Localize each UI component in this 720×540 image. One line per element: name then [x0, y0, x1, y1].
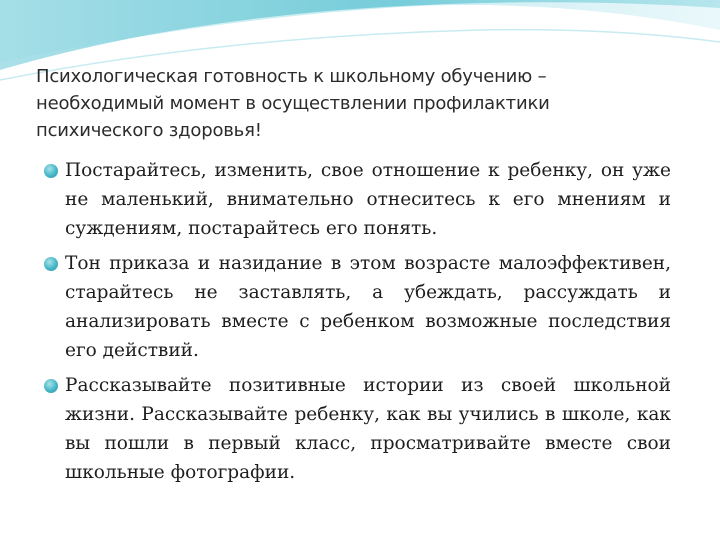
bullet-item — [44, 156, 671, 243]
bullet-dot-icon — [44, 164, 58, 178]
bullet-text: Рассказывайте позитивные истории из своей школьной жизни. Рассказывайте ребенку, как вы учились в школе, как вы пошли в первый класс, просматривайте вместе свои школьные фотографии. — [65, 375, 671, 483]
slide-title: Психологическая готовность к школьному обучению – необходимый момент в осуществлении профилактики психического здоровья! — [36, 66, 550, 141]
bullet-dot-icon — [44, 257, 58, 271]
bullet-text: Тон приказа и назидание в этом возрасте малоэффективен, старайтесь не заставлять, а убеждать, рассуждать и анализировать вместе с ребенком возможные последствия его действий. — [65, 253, 671, 361]
bullet-item — [44, 371, 671, 487]
bullet-list — [44, 156, 671, 493]
bullet-text: Постарайтесь, изменить, свое отношение к ребенку, он уже не маленький, внимательно отнеситесь к его мнениям и суждениям, постарайтесь его понять. — [65, 160, 671, 239]
bullet-item — [44, 249, 671, 365]
bullet-dot-icon — [44, 379, 58, 393]
